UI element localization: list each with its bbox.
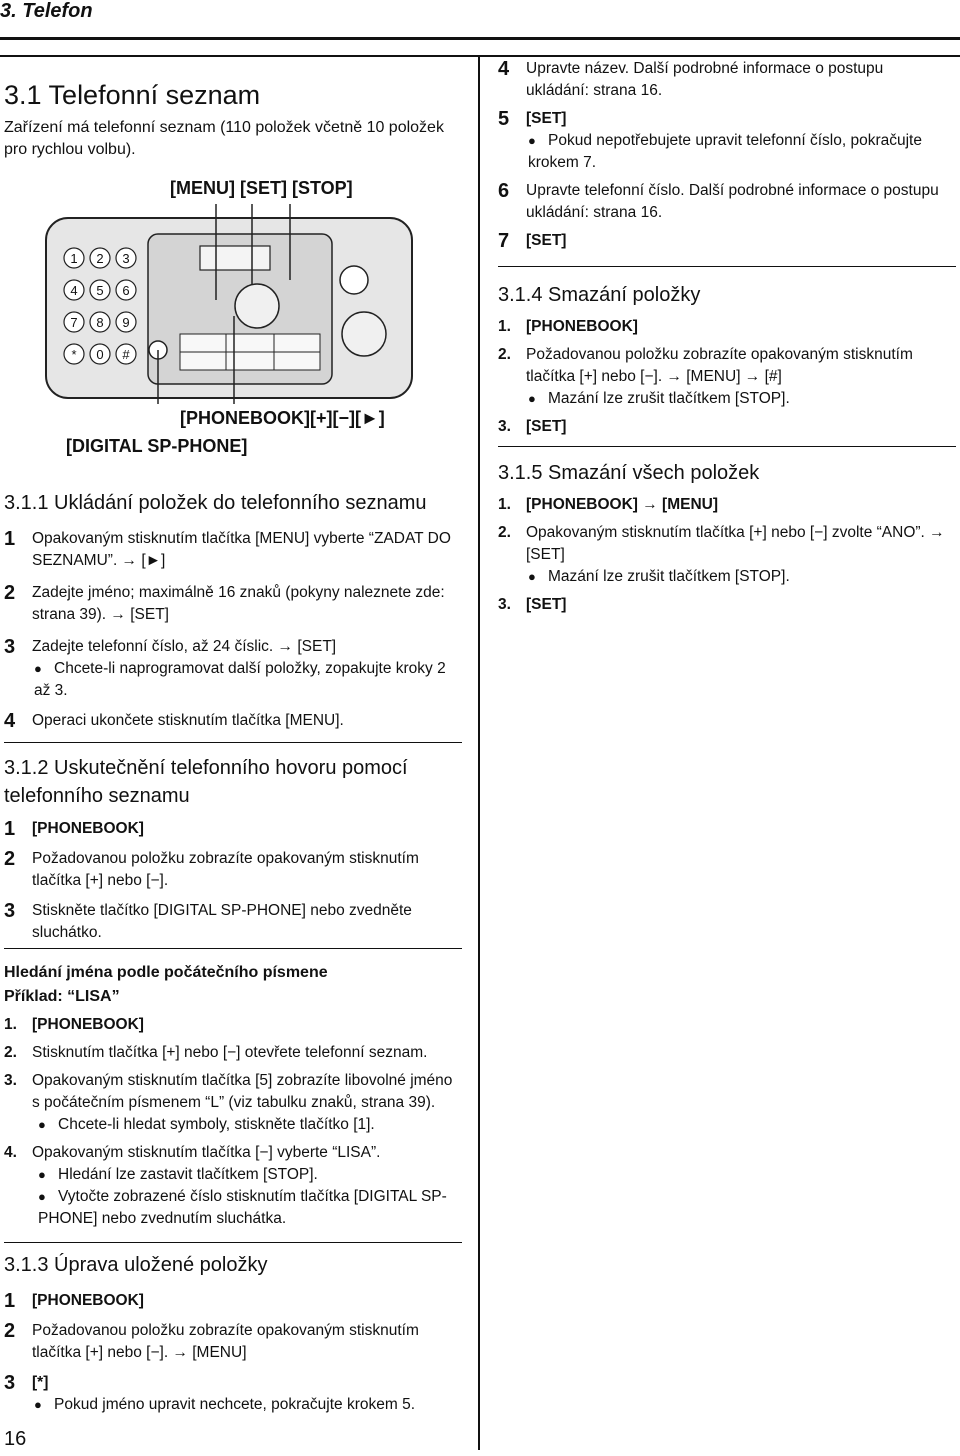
s311-steps [4,528,462,732]
step-number: 1. [498,496,511,513]
s315-step-3: [SET] [526,596,567,613]
s313-step-3: [*] [32,1374,49,1391]
bullet-text: Hledání lze zastavit tlačítkem [STOP]. [58,1166,318,1183]
s315-step-1: [PHONEBOOK] → [MENU] [526,496,719,513]
step-number: 3. [498,596,511,613]
s311-step-2 [4,582,462,626]
svg-text:8: 8 [96,315,104,330]
step-number: 2. [498,524,511,541]
step-number: 1. [498,318,511,335]
s312-step-1: [PHONEBOOK] [32,820,144,837]
s313-step-1: [PHONEBOOK] [32,1292,144,1309]
search-step-1: [PHONEBOOK] [32,1016,144,1033]
figure-bottom-label-1: [PHONEBOOK][+][−][►] [180,408,385,428]
s315-step-2: Opakovaným stisknutím tlačítka [+] nebo [−] zvolte “ANO”. → [SET] [526,524,945,563]
s314-step-3: [SET] [526,418,567,435]
step-number: 3. [498,418,511,435]
step-number: 1. [4,1016,17,1033]
s311-step-4 [4,710,462,732]
s313-step-2: Požadovanou položku zobrazíte opakovaným stisknutím tlačítka [+] nebo [−]. → [MENU] [32,1322,419,1361]
step-number: 2. [498,346,511,363]
bullet-text: Pokud nepotřebujete upravit telefonní číslo, pokračujte krokem 7. [528,132,922,171]
search-title: Hledání jména podle počátečního písmene [4,964,328,981]
section-rule [0,55,960,57]
s314-step-1: [PHONEBOOK] [526,318,638,335]
s313-title: 3.1.3 Úprava uložené položky [4,1254,268,1276]
svg-text:1: 1 [70,251,78,266]
bullet-text: Chcete-li hledat symboly, stiskněte tlačítko [1]. [58,1116,375,1133]
svg-text:0: 0 [96,347,104,362]
divider [498,446,956,447]
section-intro: Zařízení má telefonní seznam (110 položek včetně 10 položek pro rychlou volbu). [4,119,444,158]
column-divider [478,55,480,1450]
divider [4,742,462,743]
step-number: 1 [4,528,16,550]
bullet-text: Vytočte zobrazené číslo stisknutím tlačítka [DIGITAL SP-PHONE] nebo zvednutím sluchátka. [38,1188,447,1227]
page-header: 3. Telefon [0,0,93,22]
step-number: 4 [498,58,510,80]
step-number: 3. [4,1072,17,1089]
step-number: 3 [4,1372,16,1394]
step-number: 2. [4,1044,17,1061]
s311-bullet-text: Chcete-li naprogramovat další položky, zopakujte kroky 2 až 3. [34,660,446,699]
search-step-4-bullet-1 [4,1164,464,1186]
search-step-3-bullet [4,1114,464,1136]
step-text: Operaci ukončete stisknutím tlačítka [MENU]. [32,712,344,729]
s311-step-3-bullet [4,658,462,702]
step-text: Zadejte jméno; maximálně 16 znaků (pokyny naleznete zde: strana 39). → [SET] [32,584,445,623]
s311-title: 3.1.1 Ukládání položek do telefonního seznamu [4,492,427,514]
s313-step-4: Upravte název. Další podrobné informace o postupu ukládání: strana 16. [526,60,884,99]
svg-text:4: 4 [70,283,78,298]
s315-title: 3.1.5 Smazání všech položek [498,462,760,484]
step-text: Zadejte telefonní číslo, až 24 číslic. → [SET] [32,638,337,655]
svg-text:2: 2 [96,251,104,266]
s313-step-6: Upravte telefonní číslo. Další podrobné informace o postupu ukládání: strana 16. [526,182,939,221]
fax-panel-figure [44,204,424,404]
search-example: Příklad: “LISA” [4,988,120,1005]
s315-steps [498,494,956,616]
search-step-4-bullet-2 [4,1186,458,1230]
s313-steps-right [498,58,956,252]
s312-title: 3.1.2 Uskutečnění telefonního hovoru pomocí telefonního seznamu [4,757,408,807]
s311-step-1 [4,528,462,572]
divider [4,1242,462,1243]
step-number: 1 [4,1290,16,1312]
search-step-2: Stisknutím tlačítka [+] nebo [−] otevřete telefonní seznam. [32,1044,428,1061]
figure-top-label: [MENU] [SET] [STOP] [170,178,353,198]
bullet-text: Pokud jméno upravit nechcete, pokračujte krokem 5. [54,1396,415,1413]
header-rule [0,37,960,40]
svg-text:#: # [122,347,130,362]
s314-steps [498,316,956,438]
svg-text:7: 7 [70,315,78,330]
figure-bottom-label-2: [DIGITAL SP-PHONE] [66,436,248,456]
step-text: Opakovaným stisknutím tlačítka [MENU] vyberte “ZADAT DO SEZNAMU”. → [►] [32,530,451,569]
page-number: 16 [4,1428,27,1450]
divider [4,948,462,949]
s314-step-2-bullet [498,388,956,410]
s313-step-5-bullet [498,130,948,174]
step-number: 2 [4,1320,16,1342]
s312-steps [4,818,462,944]
svg-text:3: 3 [122,251,130,266]
bullet-text: Mazání lze zrušit tlačítkem [STOP]. [548,568,790,585]
s313-step-7: [SET] [526,232,567,249]
s312-step-3: Stiskněte tlačítko [DIGITAL SP-PHONE] nebo zvedněte sluchátko. [32,902,412,941]
divider [498,266,956,267]
search-step-3: Opakovaným stisknutím tlačítka [5] zobrazíte libovolné jméno s počátečním písmenem “L” (viz tabulku znaků, strana 39). [32,1072,453,1111]
step-number: 4. [4,1144,17,1161]
s313-step-5: [SET] [526,110,567,127]
search-steps [4,1014,464,1230]
s315-step-2-bullet [498,566,956,588]
svg-text:5: 5 [96,283,104,298]
step-number: 3 [4,636,16,658]
step-number: 2 [4,848,16,870]
s314-title: 3.1.4 Smazání položky [498,284,701,306]
svg-text:9: 9 [122,315,130,330]
bullet-text: Mazání lze zrušit tlačítkem [STOP]. [548,390,790,407]
s314-step-2: Požadovanou položku zobrazíte opakovaným stisknutím tlačítka [+] nebo [−]. → [MENU] → [#] [526,346,913,385]
step-number: 2 [4,582,16,604]
step-number: 5 [498,108,510,130]
step-number: 7 [498,230,510,252]
step-number: 6 [498,180,510,202]
step-number: 4 [4,710,16,732]
s311-step-3 [4,636,462,658]
search-step-4: Opakovaným stisknutím tlačítka [−] vyberte “LISA”. [32,1144,381,1161]
svg-text:*: * [71,347,77,362]
s312-step-2: Požadovanou položku zobrazíte opakovaným stisknutím tlačítka [+] nebo [−]. [32,850,419,889]
step-number: 3 [4,900,16,922]
step-number: 1 [4,818,16,840]
svg-text:6: 6 [122,283,130,298]
section-title: 3.1 Telefonní seznam [4,80,261,110]
s313-steps-left [4,1290,462,1416]
s313-step-3-bullet [4,1394,462,1416]
